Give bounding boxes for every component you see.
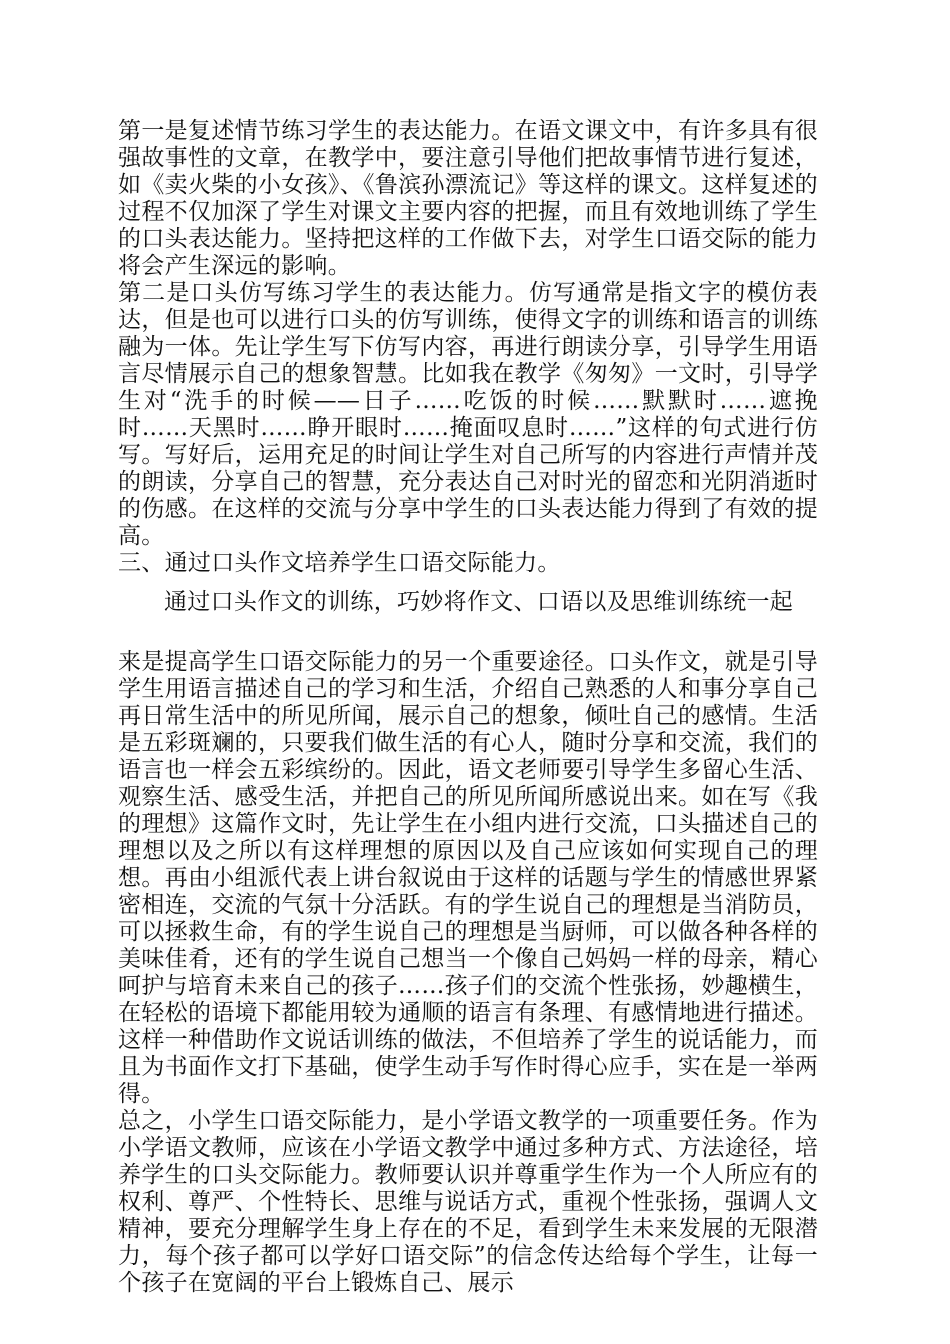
paragraph-conclusion: 总之，小学生口语交际能力，是小学语文教学的一项重要任务。作为小学语文教师，应该在小学语文教学中通过多种方式、方法途径，培养学生的口头交际能力。教师要认识并尊重学生作为一个人所应有的权利、尊严、个性特长、思维与说话方式，重视个性张扬，强调人文精神，要充分理解学生身上存在的不足，看到学生未来发展的无限潜力，每个孩子都可以学好口语交际”的信念传达给每个学生，让每一个孩子在宽阔的平台上锻炼自己、展示	[118, 1108, 818, 1296]
paragraph-oral-composition: 来是提高学生口语交际能力的另一个重要途径。口头作文，就是引导学生用语言描述自己的学习和生活，介绍自己熟悉的人和事分享自己再日常生活中的所见所闻，展示自己的想象，倾吐自己的感情。生活是五彩斑斓的，只要我们做生活的有心人，随时分享和交流，我们的语言也一样会五彩缤纷的。因此，语文老师要引导学生多留心生活、观察生活、感受生活，并把自己的所见所闻所感说出来。如在写《我的理想》这篇作文时，先让学生在小组内进行交流，口头描述自己的理想以及之所以有这样理想的原因以及自己应该如何实现自己的理想。再由小组派代表上讲台叙说由于这样的话题与学生的情感世界紧密相连，交流的气氛十分活跃。有的学生说自己的理想是当消防员，可以拯救生命，有的学生说自己的理想是当厨师，可以做各种各样的美味佳肴，还有的学生说自己想当一个像自己妈妈一样的母亲，精心呵护与培育未来自己的孩子……孩子们的交流个性张扬，妙趣横生，在轻松的语境下都能用较为通顺的语言有条理、有感情地进行描述。这样一种借助作文说话训练的做法，不但培养了学生的说话能力，而且为书面作文打下基础，使学生动手写作时得心应手，实在是一举两得。	[118, 649, 818, 1107]
paragraph-retelling: 第一是复述情节练习学生的表达能力。在语文课文中，有许多具有很强故事性的文章，在教学中，要注意引导他们把故事情节进行复述，如《卖火柴的小女孩》、《鲁滨孙漂流记》等这样的课文。这样复述的过程不仅加深了学生对课文主要内容的把握，而且有效地训练了学生的口头表达能力。坚持把这样的工作做下去，对学生口语交际的能力将会产生深远的影响。	[118, 118, 818, 279]
section-heading: 三、通过口头作文培养学生口语交际能力。	[118, 550, 561, 576]
document-body	[118, 118, 818, 1297]
indented-line: 通过口头作文的训练，巧妙将作文、口语以及思维训练统一起	[164, 589, 794, 615]
paragraph-gap	[118, 616, 818, 649]
paragraph-imitation: 第二是口头仿写练习学生的表达能力。仿写通常是指文字的模仿表达，但是也可以进行口头的仿写训练，使得文字的训练和语言的训练融为一体。先让学生写下仿写内容，再进行朗读分享，引导学生用语言尽情展示自己的想象智慧。比如我在教学《匆匆》一文时，引导学生对“洗手的时候——日子……吃饭的时候……默默时……遮挽时……天黑时……睁开眼时……掩面叹息时……”这样的句式进行仿写。写好后，运用充足的时间让学生对自己所写的内容进行声情并茂的朗读，分享自己的智慧，充分表达自己对时光的留恋和光阴消逝时的伤感。在这样的交流与分享中学生的口头表达能力得到了有效的提高。	[118, 280, 818, 549]
